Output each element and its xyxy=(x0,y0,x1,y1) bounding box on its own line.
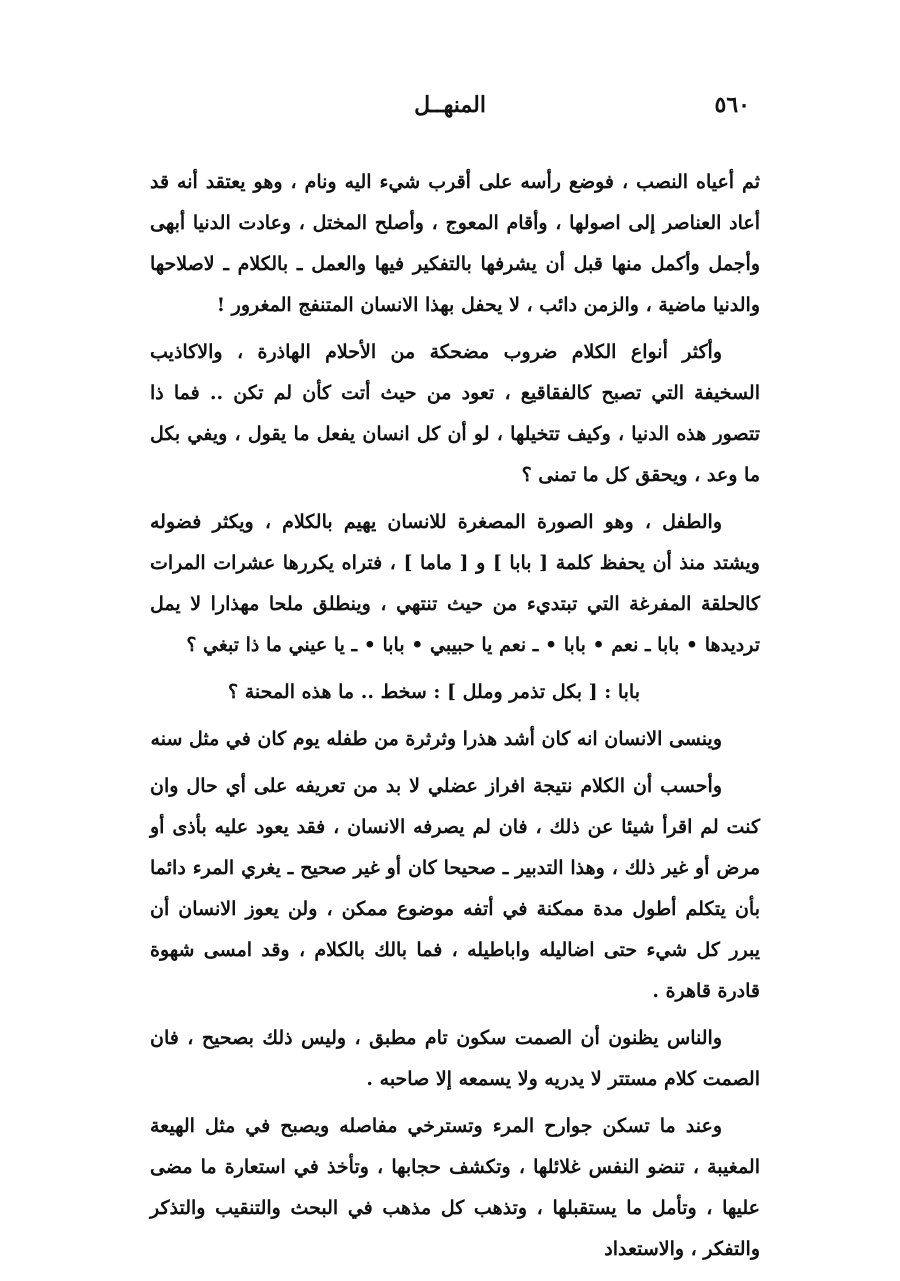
paragraph: والطفل ، وهو الصورة المصغرة للانسان يهيم بالكلام ، ويكثر فضوله ويشتد منذ أن يحفظ كلمة [ بابا ] و [ ماما ] ، فتراه يكررها عشرات المرات كالحلقة المفرغة التي تبتديء من حيث تنتهي ، وينطلق ملحا مهذارا لا يمل ترديدها • بابا ـ نعم • بابا • ـ نعم يا حبيبي • بابا • ـ يا عيني ما ذا تبغي ؟ xyxy=(150,511,760,656)
running-title: المنهــل xyxy=(414,92,486,118)
paragraph: بابا : [ بكل تذمر وملل ] : سخط .. ما هذه المحنة ؟ xyxy=(228,681,640,703)
paragraph: وينسى الانسان انه كان أشد هذرا وثرثرة من طفله يوم كان في مثل سنه xyxy=(150,728,722,750)
paragraph: وأكثر أنواع الكلام ضروب مضحكة من الأحلام الهاذرة ، والاكاذيب السخيفة التي تصبح كالفقاقيع ، تعود من حيث أتت كأن لم تكن .. فما ذا تتصور هذه الدنيا ، وكيف تتخيلها ، لو أن كل انسان يفعل ما يقول ، ويفي بكل ما وعد ، ويحقق كل ما تمنى ؟ xyxy=(150,341,760,486)
page-header xyxy=(150,92,750,132)
paragraph: وعند ما تسكن جوارح المرء وتسترخي مفاصله ويصبح في مثل الهيعة المغيبة ، تنضو النفس غلائلها ، وتكشف حجابها ، وتأخذ في استعارة ما مضى عليها ، وتأمل ما يستقبلها ، وتذهب كل مذهب في البحث والتنقيب والتذكر والتفكر ، والاستعداد xyxy=(150,1115,760,1260)
page-number: ٥٦٠ xyxy=(714,92,750,118)
paragraph: والناس يظنون أن الصمت سكون تام مطبق ، وليس ذلك بصحيح ، فان الصمت كلام مستتر لا يدريه ولا يسمعه إلا صاحبه . xyxy=(150,1027,760,1090)
paragraph: وأحسب أن الكلام نتيجة افراز عضلي لا بد من تعريفه على أي حال وان كنت لم اقرأ شيئا عن ذلك ، فان لم يصرفه الانسان ، فقد يعود عليه بأذى أو مرض أو غير ذلك ، وهذا التدبير ـ صحيحا كان أو غير صحيح ـ يغري المرء دائما بأن يتكلم أطول مدة ممكنة في أتفه موضوع ممكن ، ولن يعوز الانسان أن يبرر كل شيء حتى اضاليله واباطيله ، فما بالك بالكلام ، وقد امسى شهوة قادرة قاهرة . xyxy=(150,775,760,1002)
paragraph: ثم أعياه النصب ، فوضع رأسه على أقرب شيء اليه ونام ، وهو يعتقد أنه قد أعاد العناصر إلى اصولها ، وأقام المعوج ، وأصلح المختل ، وعادت الدنيا أبهى وأجمل وأكمل منها قبل أن يشرفها بالتفكير فيها والعمل ـ بالكلام ـ لاصلاحها والدنيا ماضية ، والزمن دائب ، لا يحفل بهذا الانسان المتنفج المغرور ! xyxy=(150,171,760,316)
article-body xyxy=(150,162,760,1276)
